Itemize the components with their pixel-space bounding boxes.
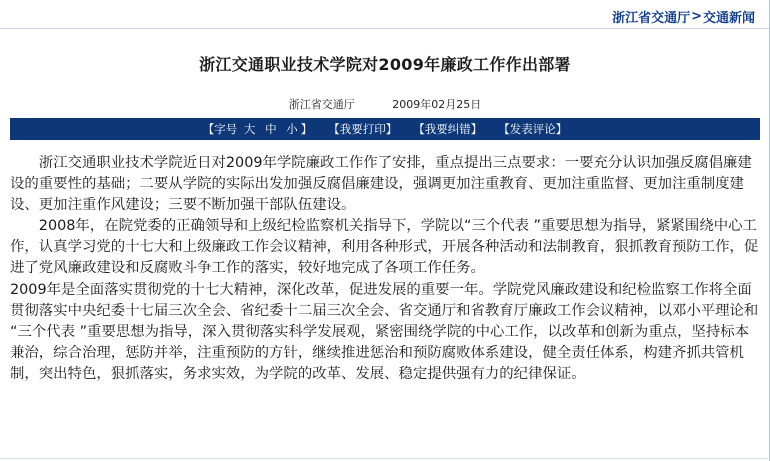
breadcrumb <box>612 7 755 26</box>
article-toolbar <box>10 118 760 140</box>
paragraph-3: 2009年是全面落实贯彻党的十七大精神，深化改革，促进发展的重要一年。学院党风廉政建设和纪检监察工作将全面贯彻落实中央纪委十七届三次全会、省纪委十二届三次全会、省交通厅和省教育厅廉政工作会议精神，以邓小平理论和 “三个代表 ”重要思想为指导，深入贯彻落实科学发展观，紧密围绕学院的中心工作，以改革和创新为重点，坚持标本兼治，综合治理，惩防并举，注重预防的方针，继续推进惩治和预防腐败体系建设，健全责任体系，构建齐抓共管机制，突出特色，狠抓落实，务求实效，为学院的改革、发展、稳定提供强有力的纪律保证。 <box>10 281 759 382</box>
article-meta <box>0 96 770 112</box>
breadcrumb-item-news[interactable]: 交通新闻 <box>702 11 755 26</box>
font-large-button[interactable]: 大 <box>243 122 256 136</box>
article-source: 浙江省交通厅 <box>288 98 355 111</box>
font-medium-button[interactable]: 中 <box>265 122 277 136</box>
footer-divider <box>0 458 770 459</box>
article-date: 2009年02月25日 <box>392 98 482 111</box>
print-button[interactable]: 【我要打印】 <box>328 122 398 136</box>
font-small-button[interactable]: 小 <box>286 122 298 136</box>
font-size-bracket: 】 <box>300 122 313 136</box>
font-size-control <box>203 121 312 137</box>
breadcrumb-item-department[interactable]: 浙江省交通厅 <box>612 11 691 26</box>
breadcrumb-separator: > <box>691 9 702 24</box>
comment-button[interactable]: 【发表评论】 <box>498 122 568 136</box>
font-size-label: 【字号 <box>202 122 238 136</box>
correct-button[interactable]: 【我要纠错】 <box>413 122 483 136</box>
paragraph-2: 2008年，在院党委的正确领导和上级纪检监察机关指导下，学院以“三个代表 ”重要思想为指导，紧紧围绕中心工作，认真学习党的十七大和上级廉政工作会议精神，利用各种形式，开展各种活动和法制教育，狠抓教育预防工作，促进了党风廉政建设和反腐败斗争工作的落实，较好地完成了各项工作任务。 <box>10 218 759 277</box>
header-divider <box>0 28 769 29</box>
article-body <box>10 153 760 385</box>
article-title: 浙江交通职业技术学院对2009年廉政工作作出部署 <box>199 55 571 74</box>
paragraph-1: 浙江交通职业技术学院近日对2009年学院廉政工作作了安排，重点提出三点要求：一要充分认识加强反腐倡廉建设的重要性的基础；二要从学院的实际出发加强反腐倡廉建设，强调更加注重教育、更加注重监督、更加注重制度建设、更加注重作风建设；三要不断加强干部队伍建设。 <box>10 155 752 214</box>
